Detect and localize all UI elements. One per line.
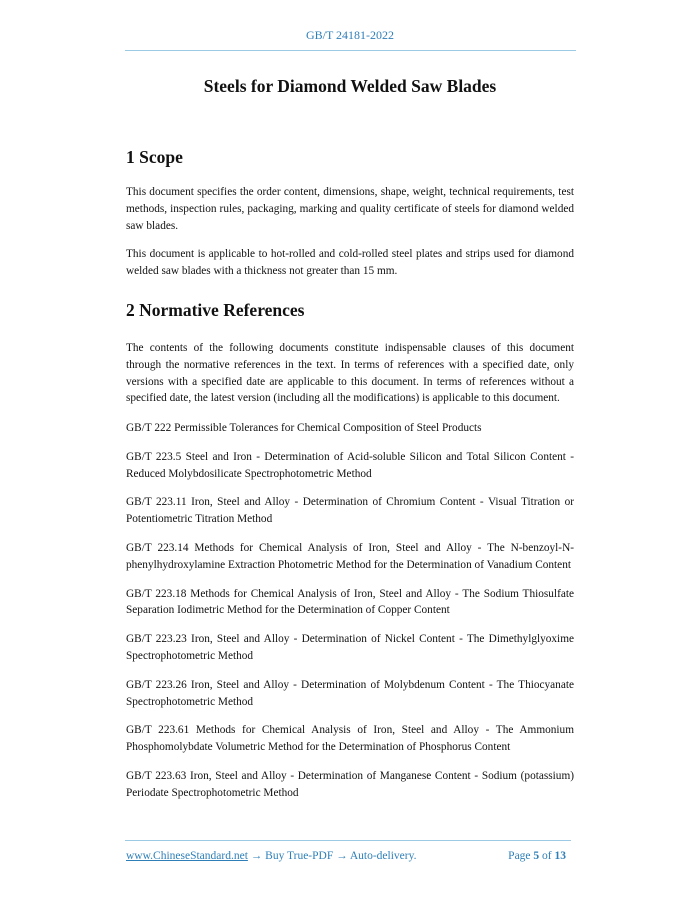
reference-item: GB/T 223.5 Steel and Iron - Determination of Acid-soluble Silicon and Total Silicon Content - Reduced Molybdosilicate Spectrophotometric Method <box>126 450 574 480</box>
reference-item: GB/T 223.18 Methods for Chemical Analysis of Iron, Steel and Alloy - The Sodium Thiosulfate Separation Iodimetric Method for the Determination of Copper Content <box>126 587 574 617</box>
header-divider <box>125 50 576 51</box>
section-heading-normative-references: 2 Normative References <box>126 300 305 320</box>
page-header-id: GB/T 24181-2022 <box>305 28 395 42</box>
reference-item: GB/T 223.26 Iron, Steel and Alloy - Determination of Molybdenum Content - The Thiocyanate Spectrophotometric Method <box>126 678 574 708</box>
website-link[interactable]: www.ChineseStandard.net <box>126 850 248 862</box>
reference-item: GB/T 223.63 Iron, Steel and Alloy - Determination of Manganese Content - Sodium (potassium) Periodate Spectrophotometric Method <box>126 769 574 799</box>
page-indicator <box>508 850 566 862</box>
page-current: 5 <box>533 850 540 862</box>
scope-paragraph: This document specifies the order content, dimensions, shape, weight, technical requirements, test methods, inspection rules, packaging, marking and quality certificate of steels for diamond welded saw blades. <box>126 186 574 232</box>
document-title: Steels for Diamond Welded Saw Blades <box>203 76 497 96</box>
reference-item: GB/T 223.11 Iron, Steel and Alloy - Determination of Chromium Content - Visual Titration or Potentiometric Titration Method <box>126 496 574 526</box>
reference-item: GB/T 222 Permissible Tolerances for Chemical Composition of Steel Products <box>126 422 482 434</box>
page-footer <box>126 850 570 862</box>
footer-promo-text: → Buy True-PDF → Auto-delivery. <box>247 850 417 862</box>
page-of-label: of <box>542 850 552 862</box>
scope-paragraph: This document is applicable to hot-rolled and cold-rolled steel plates and strips used for diamond welded saw blades with a thickness not greater than 15 mm. <box>126 248 574 277</box>
reference-item: GB/T 223.14 Methods for Chemical Analysis of Iron, Steel and Alloy - The N-benzoyl-N-phenylhydroxylamine Extraction Photometric Method for the Determination of Vanadium Content <box>126 541 574 571</box>
section-heading-scope: 1 Scope <box>126 147 183 167</box>
footer-divider <box>125 840 571 841</box>
reference-item: GB/T 223.23 Iron, Steel and Alloy - Determination of Nickel Content - The Dimethylglyoxime Spectrophotometric Method <box>126 633 574 662</box>
page-total: 13 <box>554 850 566 862</box>
reference-item: GB/T 223.61 Methods for Chemical Analysis of Iron, Steel and Alloy - The Ammonium Phosphomolybdate Volumetric Method for the Determination of Phosphorus Content <box>126 724 574 754</box>
page-label: Page <box>508 850 531 862</box>
reference-list <box>126 420 574 814</box>
normative-references-intro: The contents of the following documents constitute indispensable clauses of this document through the normative references in the text. In terms of references with a specified date, only versions with a specified date are applicable to this document. In terms of references without a specified date, the latest version (including all the modifications) is applicable to this document. <box>126 342 574 405</box>
